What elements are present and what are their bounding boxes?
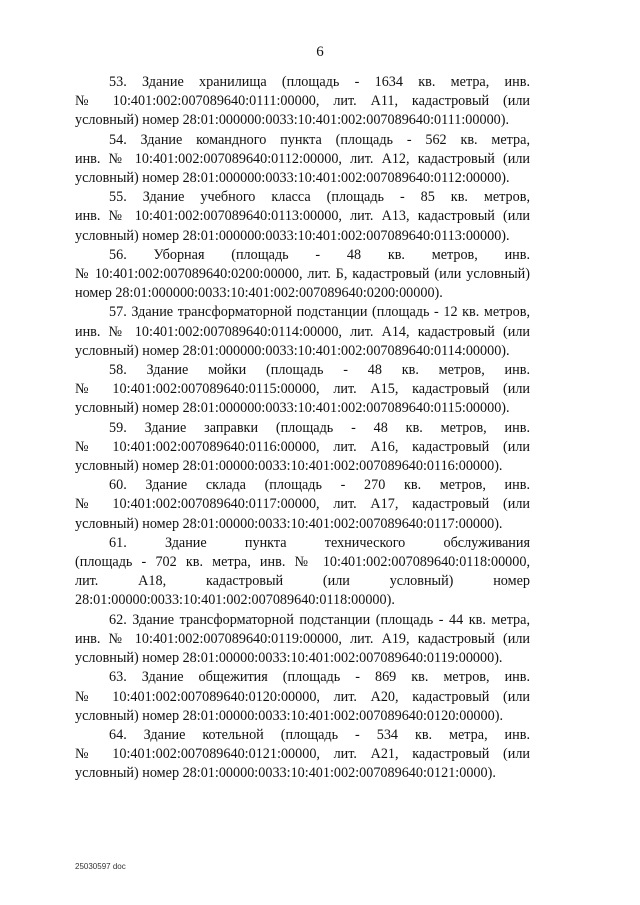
list-item <box>75 534 530 611</box>
text-line: условный) номер 28:01:000000:0033:10:401:002:007089640:0113:00000). <box>75 227 510 244</box>
text-line: инв. № 10:401:002:007089640:0113:00000, лит. А13, кадастровый (или <box>75 208 530 225</box>
text-line: условный) номер 28:01:00000:0033:10:401:002:007089640:0119:00000). <box>75 650 503 667</box>
list-item <box>75 131 530 189</box>
text-line: 57. Здание трансформаторной подстанции (площадь - 12 кв. метров, <box>109 304 530 321</box>
text-line: лит. А18, кадастровый (или условный) номер <box>75 573 530 590</box>
list-item <box>75 73 530 131</box>
text-line: № 10:401:002:007089640:0115:00000, лит. А15, кадастровый (или <box>75 381 530 398</box>
list-item <box>75 726 530 784</box>
text-line: номер 28:01:000000:0033:10:401:002:007089640:0200:00000). <box>75 285 443 302</box>
text-line: № 10:401:002:007089640:0120:00000, лит. А20, кадастровый (или <box>75 688 530 705</box>
text-line: (площадь - 702 кв. метра, инв. № 10:401:002:007089640:0118:00000, <box>75 554 530 571</box>
text-line: 53. Здание хранилища (площадь - 1634 кв. метра, инв. <box>109 74 530 90</box>
list-item <box>75 419 530 477</box>
text-line: условный) номер 28:01:00000:0033:10:401:002:007089640:0116:00000). <box>75 458 503 475</box>
text-line: 28:01:00000:0033:10:401:002:007089640:0118:00000). <box>75 592 395 609</box>
text-line: № 10:401:002:007089640:0200:00000, лит. Б, кадастровый (или условный) <box>75 266 530 283</box>
text-line: 58. Здание мойки (площадь - 48 кв. метров, инв. <box>109 362 530 379</box>
text-line: инв. № 10:401:002:007089640:0112:00000, лит. А12, кадастровый (или <box>75 150 530 167</box>
property-list <box>75 73 530 784</box>
text-line: условный) номер 28:01:000000:0033:10:401:002:007089640:0114:00000). <box>75 342 510 359</box>
text-line: инв. № 10:401:002:007089640:0119:00000, лит. А19, кадастровый (или <box>75 630 530 647</box>
list-item <box>75 476 530 534</box>
text-line: № 10:401:002:007089640:0116:00000, лит. А16, кадастровый (или <box>75 438 530 455</box>
list-item <box>75 303 530 361</box>
list-item <box>75 246 530 304</box>
text-line: № 10:401:002:007089640:0111:00000, лит. А11, кадастровый (или <box>75 93 530 110</box>
text-line: 64. Здание котельной (площадь - 534 кв. метра, инв. <box>109 726 530 743</box>
text-line: 61. Здание пункта технического обслуживания <box>109 534 530 551</box>
text-line: условный) номер 28:01:00000:0033:10:401:002:007089640:0117:00000). <box>75 515 503 532</box>
list-item <box>75 668 530 726</box>
list-item <box>75 361 530 419</box>
text-line: 56. Уборная (площадь - 48 кв. метров, инв. <box>109 246 530 263</box>
text-line: условный) номер 28:01:00000:0033:10:401:002:007089640:0121:0000). <box>75 765 496 782</box>
text-line: 63. Здание общежития (площадь - 869 кв. метров, инв. <box>109 669 530 686</box>
list-item <box>75 611 530 669</box>
text-line: 55. Здание учебного класса (площадь - 85 кв. метров, <box>109 189 530 206</box>
text-line: условный) номер 28:01:00000:0033:10:401:002:007089640:0120:00000). <box>75 707 503 724</box>
text-line: условный) номер 28:01:000000:0033:10:401:002:007089640:0115:00000). <box>75 400 510 417</box>
list-item <box>75 188 530 246</box>
text-line: 59. Здание заправки (площадь - 48 кв. метров, инв. <box>109 419 530 436</box>
text-line: № 10:401:002:007089640:0117:00000, лит. А17, кадастровый (или <box>75 496 530 513</box>
page-number: 6 <box>316 44 324 60</box>
text-line: условный) номер 28:01:000000:0033:10:401:002:007089640:0111:00000). <box>75 112 510 129</box>
text-line: 60. Здание склада (площадь - 270 кв. метров, инв. <box>109 477 530 494</box>
document-code: 25030597 doc <box>75 862 126 871</box>
text-line: условный) номер 28:01:000000:0033:10:401:002:007089640:0112:00000). <box>75 170 510 187</box>
text-line: 54. Здание командного пункта (площадь - 562 кв. метра, <box>109 131 530 148</box>
text-line: 62. Здание трансформаторной подстанции (площадь - 44 кв. метра, <box>109 611 530 628</box>
text-line: инв. № 10:401:002:007089640:0114:00000, лит. А14, кадастровый (или <box>75 323 530 340</box>
text-line: № 10:401:002:007089640:0121:00000, лит. А21, кадастровый (или <box>75 746 530 763</box>
